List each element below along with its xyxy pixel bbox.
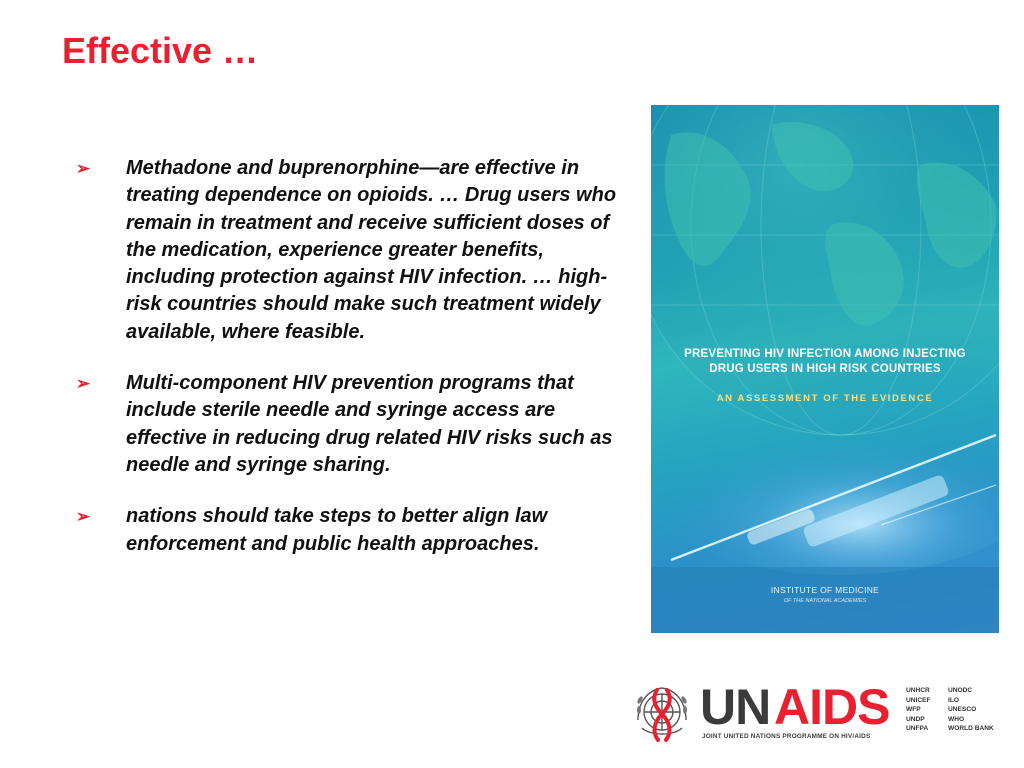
cover-publisher: INSTITUTE OF MEDICINE xyxy=(770,585,880,595)
arrow-bullet-icon: ➢ xyxy=(76,159,91,178)
cosponsor-item: UNDP xyxy=(906,715,925,723)
cover-subtitle: AN ASSESSMENT OF THE EVIDENCE xyxy=(716,393,934,404)
cover-title-line2: DRUG USERS IN HIGH RISK COUNTRIES xyxy=(709,363,941,375)
unaids-logo xyxy=(630,680,1010,750)
cosponsor-list xyxy=(906,686,931,734)
book-cover-image xyxy=(651,105,999,633)
cosponsor-item: UNFPA xyxy=(906,725,929,733)
bullet-item xyxy=(72,155,637,346)
bullet-text: nations should take steps to better align law enforcement and public health approaches. xyxy=(126,505,548,555)
un-emblem-icon xyxy=(630,680,694,744)
cosponsor-item: WORLD BANK xyxy=(948,725,994,733)
cover-title-line1: PREVENTING HIV INFECTION AMONG INJECTING xyxy=(684,348,966,360)
cosponsor-list xyxy=(948,686,994,734)
bullet-item xyxy=(72,503,637,558)
cosponsor-item: WHO xyxy=(948,715,965,723)
arrow-bullet-icon: ➢ xyxy=(76,374,91,394)
cosponsor-item: WFP xyxy=(906,706,921,714)
bullet-item xyxy=(72,370,637,479)
slide-title: Effective … xyxy=(62,30,259,71)
bullet-text: Methadone and buprenorphine—are effective in treating dependence on opioids. … Drug users who remain in treatment and receive sufficient doses of the medication, experience greater benefits, including protection against HIV infection. … high-risk countries should make such treatment widely available, where feasible. xyxy=(126,157,617,343)
arrow-bullet-icon: ➢ xyxy=(76,507,91,527)
logo-un-text: UN xyxy=(700,679,771,735)
cosponsor-item: UNICEF xyxy=(906,696,931,704)
cover-publisher-sub: OF THE NATIONAL ACADEMIES xyxy=(783,598,867,604)
cosponsor-item: UNESCO xyxy=(948,706,977,714)
logo-tagline: JOINT UNITED NATIONS PROGRAMME ON HIV/AIDS xyxy=(702,733,871,740)
cosponsor-item: ILO xyxy=(948,696,959,704)
cosponsor-item: UNODC xyxy=(948,687,973,694)
logo-aids-text: AIDS xyxy=(774,679,890,735)
bullet-text: Multi-component HIV prevention programs that include sterile needle and syringe access are effective in reducing drug related HIV risks such as needle and syringe sharing. xyxy=(126,372,613,476)
cosponsor-item: UNHCR xyxy=(906,687,930,694)
bullet-list xyxy=(72,155,637,582)
cover-title xyxy=(651,347,999,377)
